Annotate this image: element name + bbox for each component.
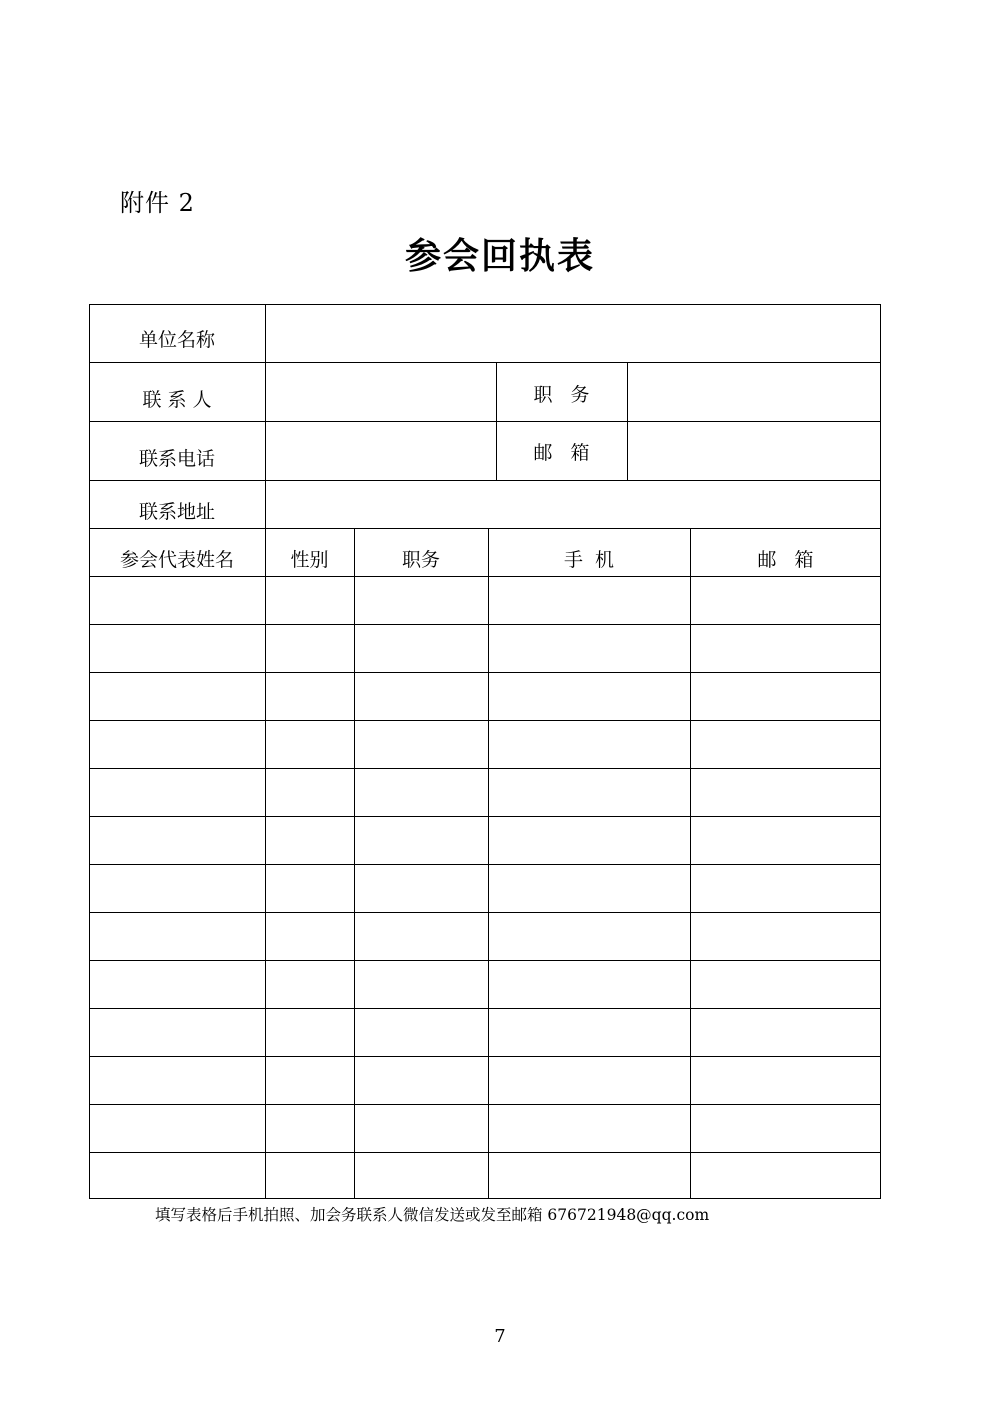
table-row[interactable] [89, 865, 881, 912]
contact-address-field[interactable] [266, 481, 880, 528]
table-row[interactable] [89, 913, 881, 960]
table-row[interactable] [89, 1153, 881, 1199]
contact-phone-field[interactable] [266, 422, 496, 480]
table-row[interactable] [89, 1105, 881, 1152]
submission-note: 填写表格后手机拍照、加会务联系人微信发送或发至邮箱 676721948@qq.com [155, 1206, 710, 1224]
page-number: 7 [494, 1326, 506, 1347]
column-header-gender: 性别 [290, 549, 329, 571]
unit-name-label: 单位名称 [138, 329, 215, 351]
column-header-position: 职务 [401, 549, 440, 571]
contact-person-label: 联 系 人 [142, 389, 212, 411]
table-row[interactable] [89, 961, 881, 1008]
position-field[interactable] [628, 363, 880, 421]
column-header-email: 邮 箱 [757, 549, 814, 571]
table-row[interactable] [89, 625, 881, 672]
attachment-label: 附件 2 [120, 189, 195, 217]
column-header-attendee-name: 参会代表姓名 [119, 549, 234, 571]
table-row[interactable] [89, 769, 881, 816]
email-label: 邮 箱 [533, 442, 590, 464]
table-row[interactable] [89, 721, 881, 768]
table-row[interactable] [89, 673, 881, 720]
contact-phone-label: 联系电话 [138, 448, 215, 470]
email-field[interactable] [628, 422, 880, 480]
table-row[interactable] [89, 1057, 881, 1104]
column-header-mobile: 手 机 [563, 549, 615, 571]
contact-person-field[interactable] [266, 363, 496, 421]
table-row[interactable] [89, 577, 881, 624]
contact-address-label: 联系地址 [138, 501, 215, 523]
position-label: 职 务 [533, 384, 590, 406]
registration-form-table [89, 304, 881, 1199]
row-divider [89, 528, 881, 529]
unit-name-field[interactable] [266, 305, 880, 362]
page-title: 参会回执表 [404, 235, 595, 277]
table-row[interactable] [89, 817, 881, 864]
table-row[interactable] [89, 1009, 881, 1056]
